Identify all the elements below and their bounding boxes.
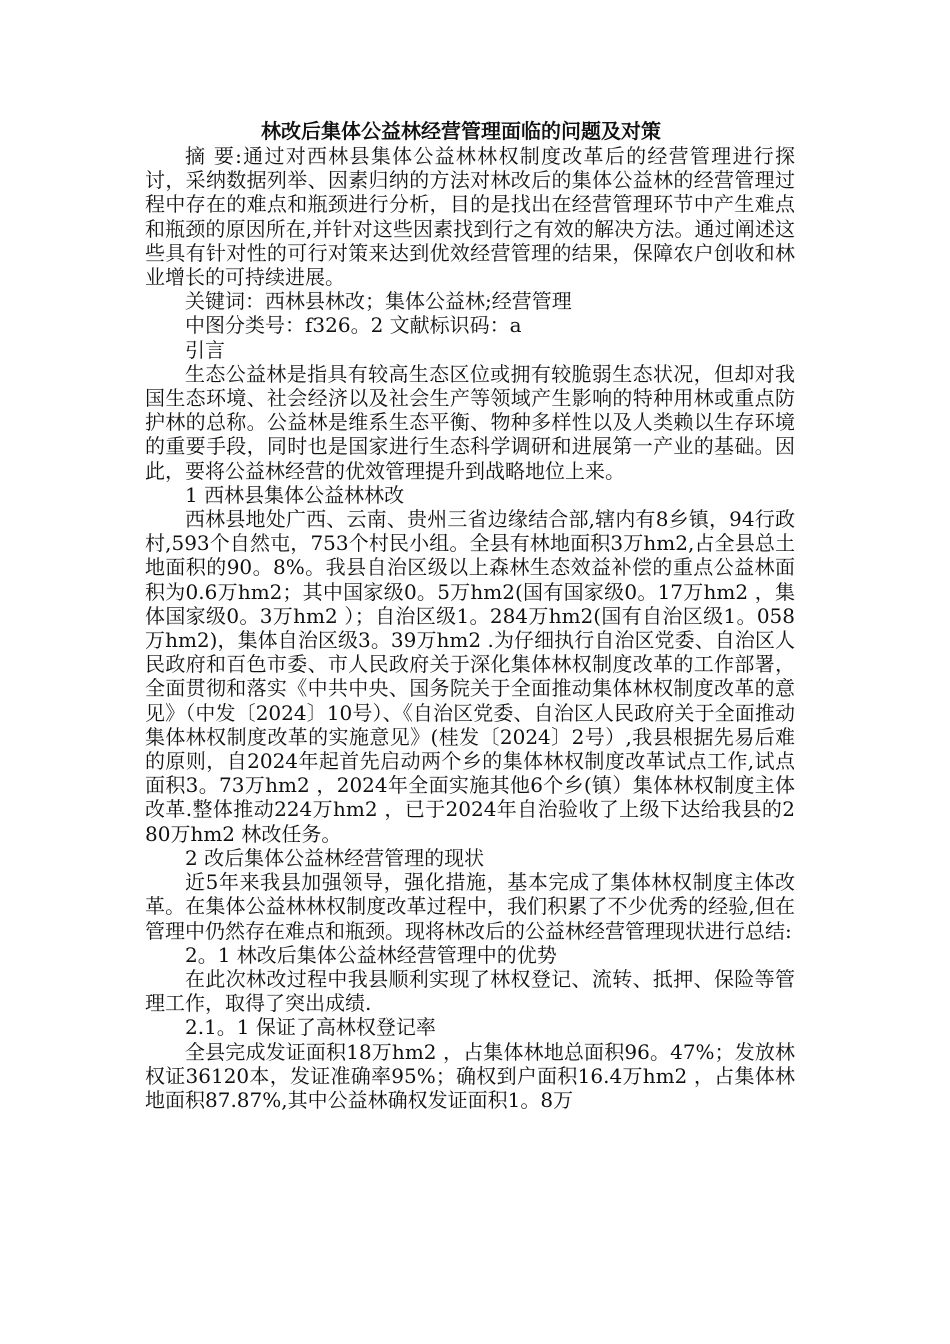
document-title: 林改后集体公益林经营管理面临的问题及对策 — [261, 119, 661, 143]
intro-paragraph: 生态公益林是指具有较高生态区位或拥有较脆弱生态状况，但却对我国生态环境、社会经济以及社会生产等领域产生影响的特种用林或重点防护林的总称。公益林是维系生态平衡、物种多样性以及人类赖以生存环境的重要手段，同时也是国家进行生态科学调研和进展第一产业的基础。因此，要将公益林经营的优效管理提升到战略地位上来。 — [145, 361, 795, 483]
abstract: 摘 要:通过对西林县集体公益林林权制度改革后的经营管理进行探讨，采纳数据列举、因素归纳的方法对林改后的集体公益林的经营管理过程中存在的难点和瓶颈进行分析，目的是找出在经营管理环节中产生难点和瓶颈的原因所在,并针对这些因素找到行之有效的解决方法。通过阐述这些具有针对性的可行对策来达到优效经营管理的结果，保障农户创收和林业增长的可持续进展。 — [145, 144, 795, 290]
section-2-1-paragraph: 在此次林改过程中我县顺利实现了林权登记、流转、抵押、保险等管理工作，取得了突出成绩. — [145, 966, 795, 1016]
classification-codes: 中图分类号：f326。2 文献标识码：a — [185, 313, 522, 338]
keywords: 关键词：西林县林改；集体公益林;经营管理 — [185, 289, 572, 314]
section-2-1-1-heading: 2.1。1 保证了高林权登记率 — [185, 1015, 436, 1040]
section-1-heading: 1 西林县集体公益林林改 — [185, 482, 405, 507]
section-2-heading: 2 改后集体公益林经营管理的现状 — [185, 845, 485, 870]
section-2-paragraph: 近5年来我县加强领导，强化措施，基本完成了集体林权制度主体改革。在集体公益林林权制度改革过程中，我们积累了不少优秀的经验,但在管理中仍然存在难点和瓶颈。现将林改后的公益林经营管理现状进行总结: — [145, 870, 795, 943]
intro-heading: 引言 — [185, 337, 225, 362]
section-2-1-1-paragraph: 全县完成发证面积18万hm2 ，占集体林地总面积96。47%；发放林权证36120本，发证准确率95%；确权到户面积16.4万hm2 ，占集体林地面积87.87%,其中公益林确权发证面积1。8万 — [145, 1039, 795, 1112]
document-body — [145, 118, 795, 1112]
section-1-paragraph: 西林县地处广西、云南、贵州三省边缘结合部,辖内有8乡镇，94行政村,593个自然屯，753个村民小组。全县有林地面积3万hm2,占全县总土地面积的90。8%。我县自治区级以上森林生态效益补偿的重点公益林面积为0.6万hm2；其中国家级0。5万hm2(国有国家级0。17万hm2 ，集体国家级0。3万hm2 ）；自治区级1。284万hm2(国有自治区级1。058万hm2)，集体自治区级3。39万hm2 .为仔细执行自治区党委、自治区人民政府和百色市委、市人民政府关于深化集体林权制度改革的工作部署，全面贯彻和落实《中共中央、国务院关于全面推动集体林权制度改革的意见》（中发〔2024〕10号）、《自治区党委、自治区人民政府关于全面推动集体林权制度改革的实施意见》(桂发〔2024〕2号）,我县根据先易后难的原则，自2024年起首先启动两个乡的集体林权制度改革试点工作,试点面积3。73万hm2 ，2024年全面实施其他6个乡(镇）集体林权制度主体改革.整体推动224万hm2 ，已于2024年自治验收了上级下达给我县的280万hm2 林改任务。 — [145, 507, 795, 846]
section-2-1-heading: 2。1 林改后集体公益林经营管理中的优势 — [185, 942, 557, 967]
